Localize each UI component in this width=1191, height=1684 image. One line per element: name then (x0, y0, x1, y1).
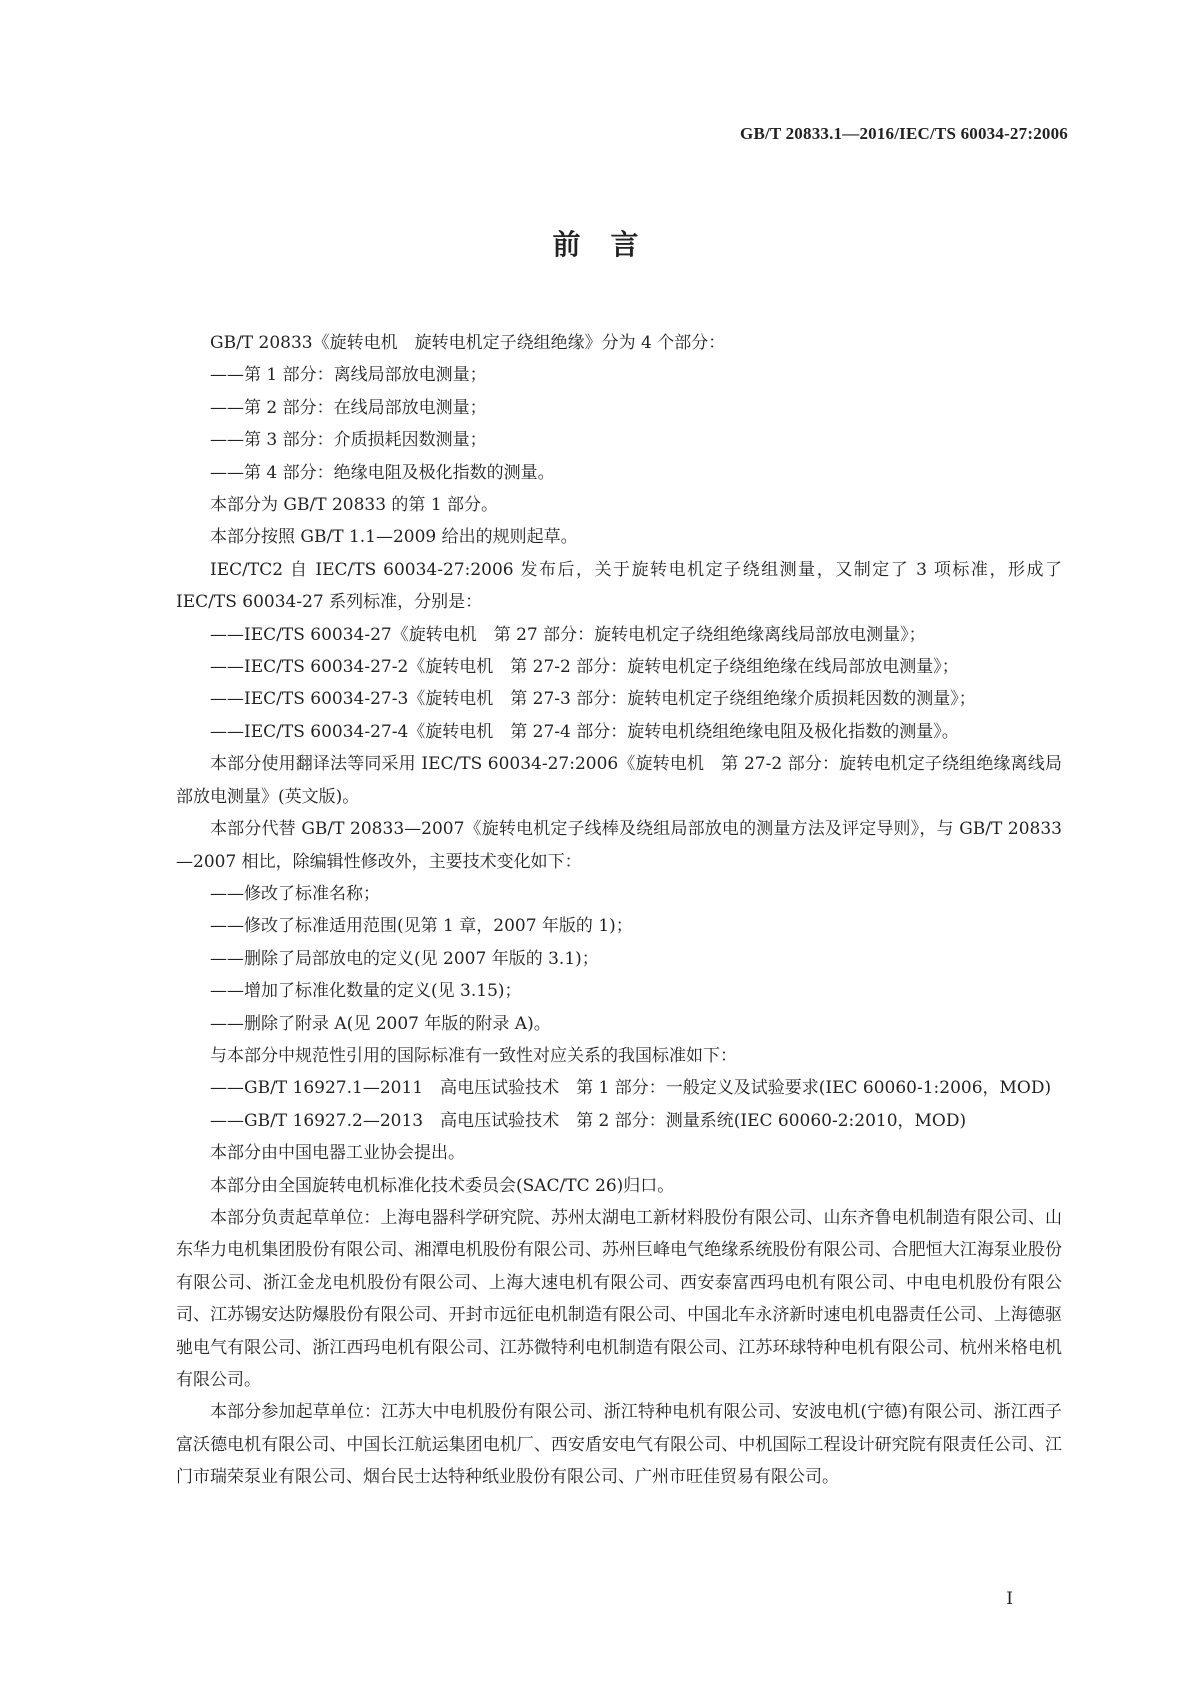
list-item: ——IEC/TS 60034-27-2《旋转电机 第 27-2 部分：旋转电机定子绕组绝缘在线局部放电测量》； (210, 657, 959, 678)
standard-number: GB/T 20833.1—2016/IEC/TS 60034-27:2006 (740, 124, 1068, 143)
list-item: ——增加了标准化数量的定义(见 3.15)； (210, 981, 522, 1002)
paragraph: 本部分使用翻译法等同采用 IEC/TS 60034-27:2006《旋转电机 第 27-2 部分：旋转电机定子绕组绝缘离线局部放电测量》(英文版)。 (176, 754, 1062, 807)
paragraph: 本部分负责起草单位：上海电器科学研究院、苏州太湖电工新材料股份有限公司、山东齐鲁电机制造有限公司、山东华力电机集团股份有限公司、湘潭电机股份有限公司、苏州巨峰电气绝缘系统股份有限公司、合肥恒大江海泵业股份有限公司、浙江金龙电机股份有限公司、上海大速电机有限公司、西安泰富西玛电机有限公司、中电电机股份有限公司、江苏锡安达防爆股份有限公司、开封市远征电机制造有限公司、中国北车永济新时速电机电器责任公司、上海德驱驰电气有限公司、浙江西玛电机有限公司、江苏微特利电机制造有限公司、江苏环球特种电机有限公司、杭州米格电机有限公司。 (176, 1207, 1062, 1390)
paragraph: 本部分为 GB/T 20833 的第 1 部分。 (210, 495, 499, 516)
list-item: ——第 2 部分：在线局部放电测量； (210, 397, 487, 418)
list-item: ——GB/T 16927.2—2013 高电压试验技术 第 2 部分：测量系统(IEC 60060-2:2010，MOD) (210, 1110, 967, 1131)
list-item: ——IEC/TS 60034-27《旋转电机 第 27 部分：旋转电机定子绕组绝缘离线局部放电测量》； (210, 624, 926, 645)
list-item: ——修改了标准名称； (210, 883, 380, 904)
foreword-body (176, 327, 1062, 1494)
list-item: ——第 4 部分：绝缘电阻及极化指数的测量。 (210, 462, 555, 483)
paragraph: IEC/TC2 自 IEC/TS 60034-27:2006 发布后，关于旋转电机定子绕组测量，又制定了 3 项标准，形成了 IEC/TS 60034-27 系列标准，分别是： (176, 559, 1062, 613)
page-number: I (1006, 1589, 1013, 1609)
paragraph: 本部分由全国旋转电机标准化技术委员会(SAC/TC 26)归口。 (210, 1175, 675, 1196)
list-item: ——删除了附录 A(见 2007 年版的附录 A)。 (210, 1013, 551, 1034)
list-item: ——IEC/TS 60034-27-4《旋转电机 第 27-4 部分：旋转电机绕组绝缘电阻及极化指数的测量》。 (210, 721, 959, 742)
paragraph: 本部分由中国电器工业协会提出。 (210, 1143, 465, 1164)
paragraph: 与本部分中规范性引用的国际标准有一致性对应关系的我国标准如下： (210, 1045, 737, 1066)
list-item: ——GB/T 16927.1—2011 高电压试验技术 第 1 部分：一般定义及试验要求(IEC 60060-1:2006，MOD) (210, 1078, 1052, 1099)
paragraph: 本部分参加起草单位：江苏大中电机股份有限公司、浙江特种电机有限公司、安波电机(宁德)有限公司、浙江西子富沃德电机有限公司、中国长江航运集团电机厂、西安盾安电气有限公司、中机国际工程设计研究院有限责任公司、江门市瑞荣泵业有限公司、烟台民士达特种纸业股份有限公司、广州市旺佳贸易有限公司。 (176, 1402, 1062, 1488)
paragraph: GB/T 20833《旋转电机 旋转电机定子绕组绝缘》分为 4 个部分： (210, 333, 726, 353)
page-title: 前言 (552, 228, 669, 261)
paragraph: 本部分按照 GB/T 1.1—2009 给出的规则起草。 (210, 527, 578, 548)
list-item: ——IEC/TS 60034-27-3《旋转电机 第 27-3 部分：旋转电机定子绕组绝缘介质损耗因数的测量》； (210, 689, 976, 710)
list-item: ——删除了局部放电的定义(见 2007 年版的 3.1)； (210, 948, 599, 969)
list-item: ——修改了标准适用范围(见第 1 章，2007 年版的 1)； (210, 916, 633, 937)
list-item: ——第 3 部分：介质损耗因数测量； (210, 430, 487, 451)
paragraph: 本部分代替 GB/T 20833—2007《旋转电机定子线棒及绕组局部放电的测量方法及评定导则》，与 GB/T 20833—2007 相比，除编辑性修改外，主要技术变化如下： (176, 819, 1062, 872)
list-item: ——第 1 部分：离线局部放电测量； (210, 365, 487, 386)
